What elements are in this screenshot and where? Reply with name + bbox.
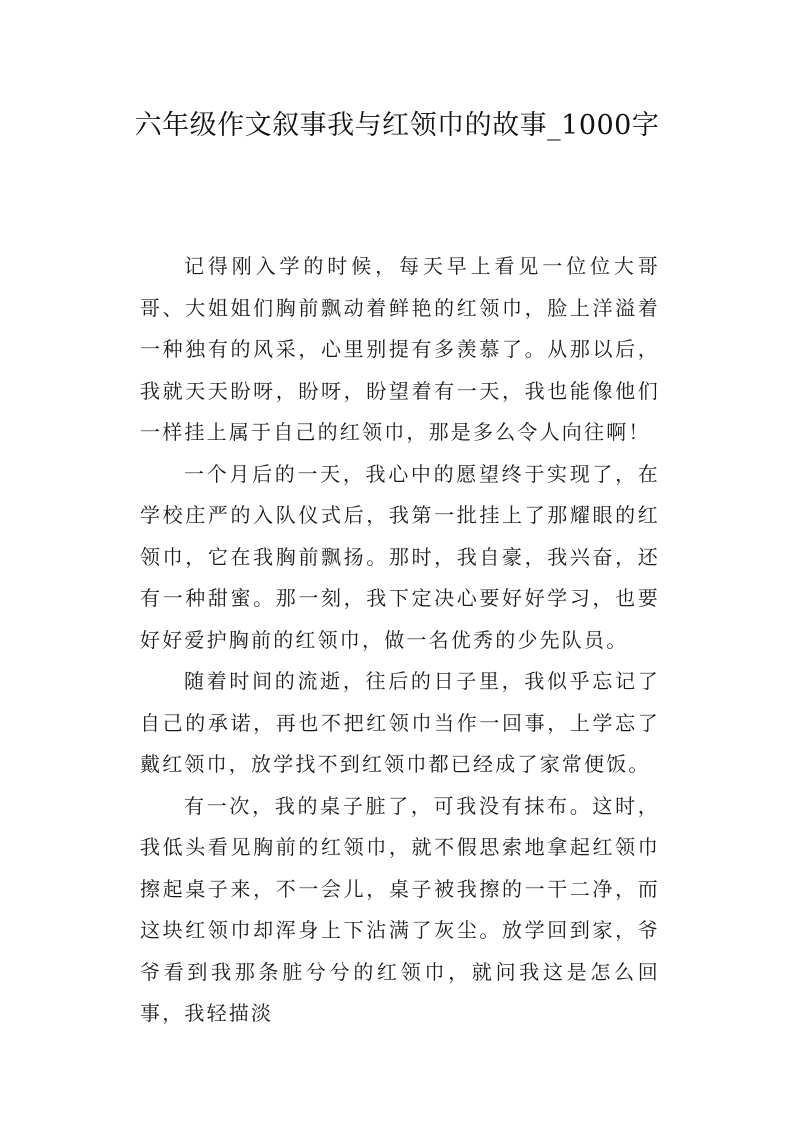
document-body xyxy=(140,246,660,1035)
document-title: 六年级作文叙事我与红领巾的故事_1000字 xyxy=(134,110,660,141)
paragraph-2: 一个月后的一天，我心中的愿望终于实现了，在学校庄严的入队仪式后，我第一批挂上了那耀眼的红领巾，它在我胸前飘扬。那时，我自豪，我兴奋，还有一种甜蜜。那一刻，我下定决心要好好学习，也要好好爱护胸前的红领巾，做一名优秀的少先队员。 xyxy=(140,461,660,652)
paragraph-1: 记得刚入学的时候，每天早上看见一位位大哥哥、大姐姐们胸前飘动着鲜艳的红领巾，脸上洋溢着一种独有的风采，心里别提有多羡慕了。从那以后，我就天天盼呀，盼呀，盼望着有一天，我也能像他们一样挂上属于自己的红领巾，那是多么令人向往啊！ xyxy=(140,254,660,444)
paragraph-3: 随着时间的流逝，往后的日子里，我似乎忘记了自己的承诺，再也不把红领巾当作一回事，上学忘了戴红领巾，放学找不到红领巾都已经成了家常便饭。 xyxy=(140,669,660,776)
paragraph-4: 有一次，我的桌子脏了，可我没有抹布。这时，我低头看见胸前的红领巾，就不假思索地拿起红领巾擦起桌子来，不一会儿，桌子被我擦的一干二净，而这块红领巾却浑身上下沾满了灰尘。放学回到家，爷爷看到我那条脏兮兮的红领巾，就问我这是怎么回事，我轻描淡 xyxy=(140,793,660,1025)
